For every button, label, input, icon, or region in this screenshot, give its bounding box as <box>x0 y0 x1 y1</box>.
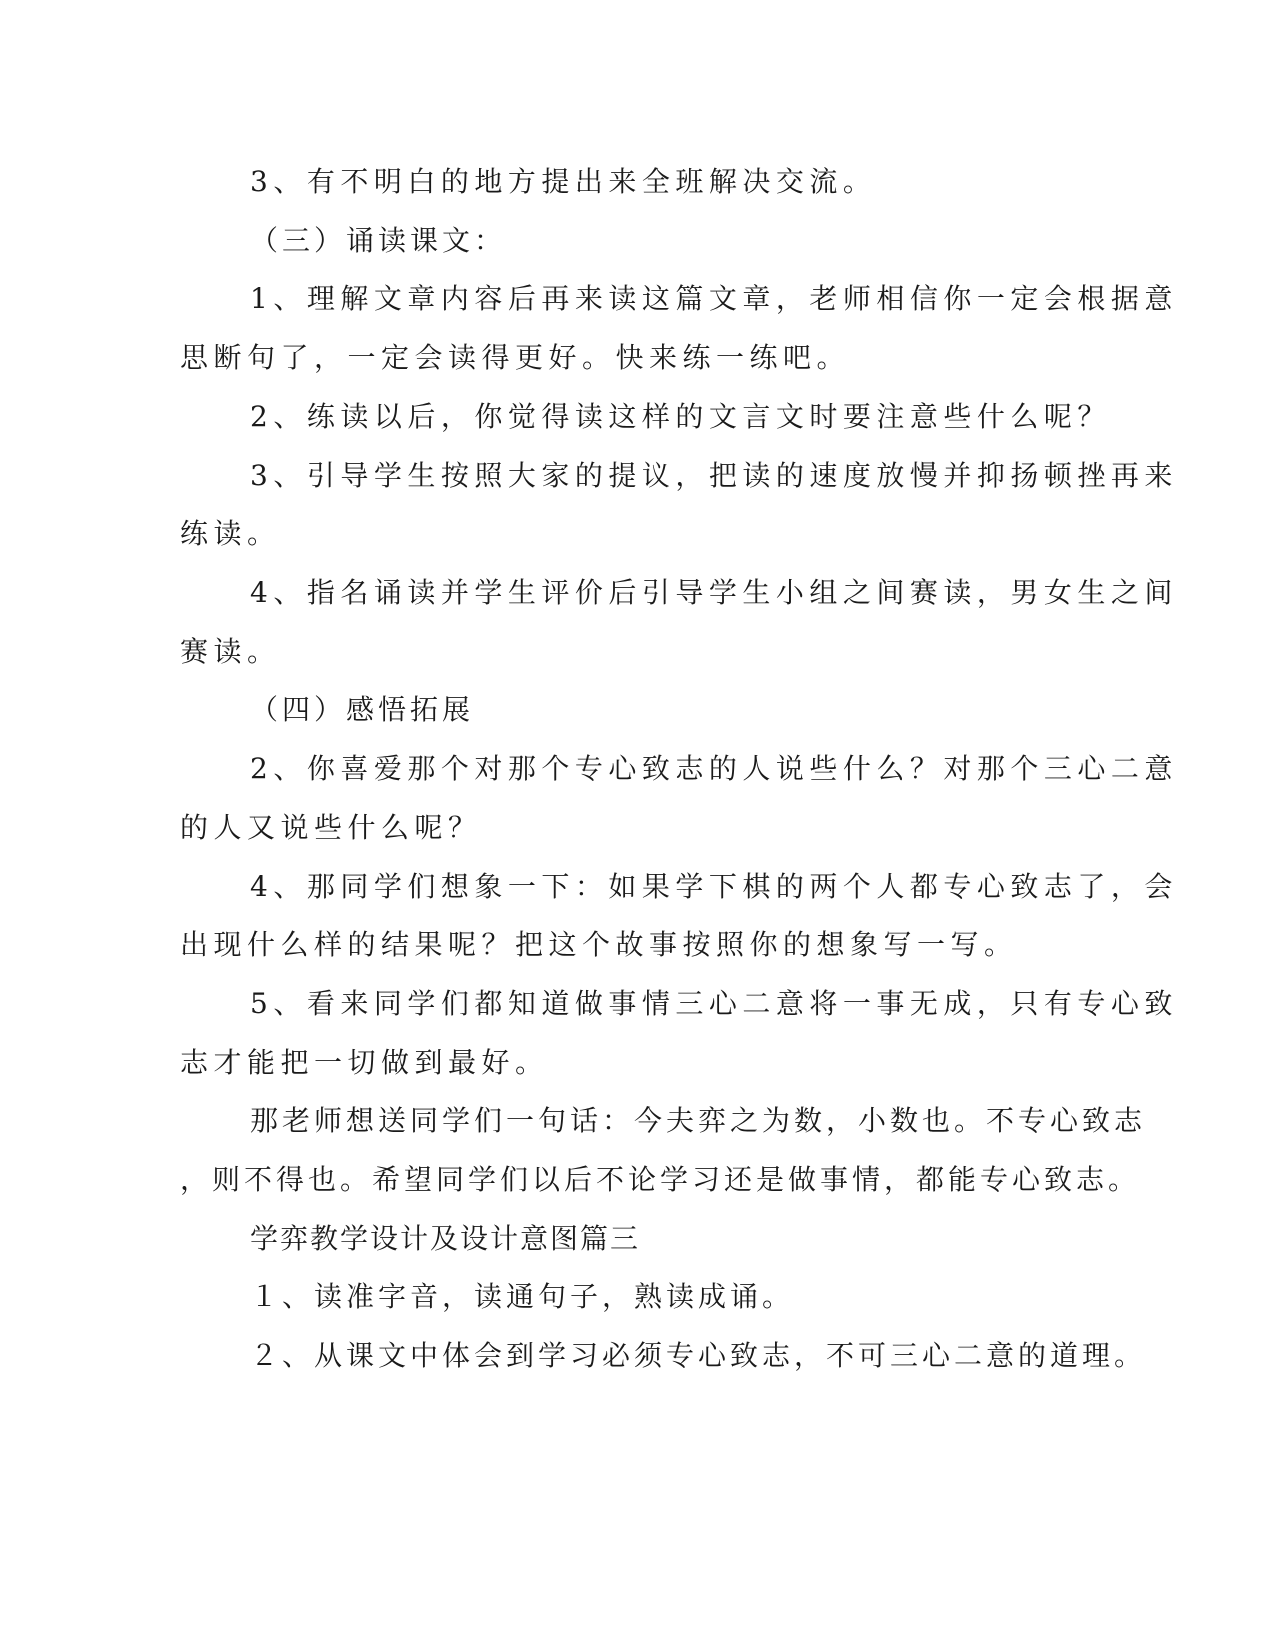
paragraph-line: 5、看来同学们都知道做事情三心二意将一事无成，只有专心致 <box>250 987 1178 1020</box>
paragraph-line: 志才能把一切做到最好。 <box>180 1046 549 1079</box>
paragraph-line: ，则不得也。希望同学们以后不论学习还是做事情，都能专心致志。 <box>180 1163 1141 1196</box>
paragraph-line: 2、练读以后，你觉得读这样的文言文时要注意些什么呢？ <box>250 400 1111 433</box>
paragraph-line: 3、引导学生按照大家的提议，把读的速度放慢并抑扬顿挫再来 <box>250 459 1178 492</box>
paragraph-line: 出现什么样的结果呢？把这个故事按照你的想象写一写。 <box>180 928 1018 961</box>
paragraph-line: 2、你喜爱那个对那个专心致志的人说些什么？对那个三心二意 <box>250 752 1178 785</box>
paragraph-line: 思断句了，一定会读得更好。快来练一练吧。 <box>180 341 851 374</box>
objective-item: １、读准字音，读通句子，熟读成诵。 <box>250 1280 795 1313</box>
paragraph-line: 4、指名诵读并学生评价后引导学生小组之间赛读，男女生之间 <box>250 576 1178 609</box>
paragraph-line: 的人又说些什么呢？ <box>180 811 482 844</box>
paragraph-line: 3、有不明白的地方提出来全班解决交流。 <box>250 165 877 198</box>
paragraph-line: 1、理解文章内容后再来读这篇文章，老师相信你一定会根据意 <box>250 282 1178 315</box>
paragraph-line: 4、那同学们想象一下：如果学下棋的两个人都专心致志了，会 <box>250 870 1178 903</box>
section-title: 学弈教学设计及设计意图篇三 <box>250 1222 641 1255</box>
objective-item: ２、从课文中体会到学习必须专心致志，不可三心二意的道理。 <box>250 1339 1147 1372</box>
section-heading: （三）诵读课文： <box>250 224 507 257</box>
paragraph-line: 练读。 <box>180 517 281 550</box>
paragraph-line: 那老师想送同学们一句话：今夫弈之为数，小数也。不专心致志 <box>250 1104 1147 1137</box>
section-heading: （四）感悟拓展 <box>250 693 475 726</box>
paragraph-line: 赛读。 <box>180 635 281 668</box>
